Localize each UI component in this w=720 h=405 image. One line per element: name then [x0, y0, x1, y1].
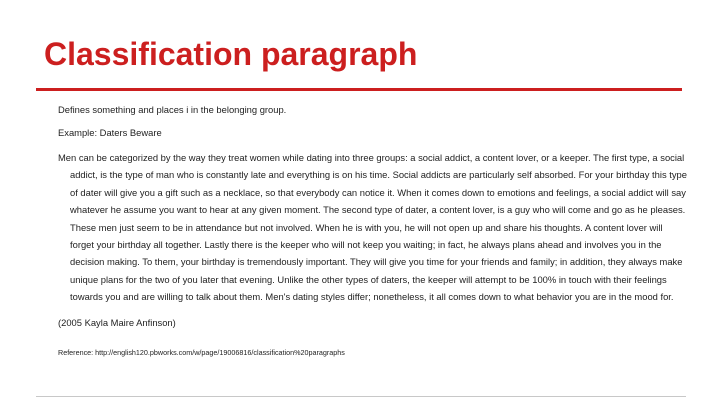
definition-text: Defines something and places i in the belonging group.: [58, 104, 287, 115]
reference-link[interactable]: Reference: http://english120.pbworks.com/w/page/19006816/classification%20paragraphs: [58, 347, 345, 357]
slide-title: Classification paragraph: [44, 36, 418, 72]
bottom-divider: [36, 396, 686, 397]
author-citation: (2005 Kayla Maire Anfinson): [58, 316, 176, 328]
slide-body: [58, 103, 688, 358]
title-divider: [36, 88, 682, 91]
example-heading: Example: Daters Beware: [58, 127, 162, 138]
example-paragraph: Men can be categorized by the way they treat women while dating into three groups: a social addict, a content lover, or a keeper. The first type, a social addict, is the type of man who is constantly late and everything is on his time. Social addicts are particularly self absorbed. For your birthday this type of dater will give you a gift such as a necklace, so that everybody can notice it. When it comes down to emotions and feelings, a social addict will say whatever he assume you want to hear at any given moment. The second type of dater, a content lover, is a guy who will come and go as he pleases. These men just seem to be in attendance but not involved. When he is with you, he will not open up and share his thoughts. A content lover will forget your birthday all together. Lastly there is the keeper who will not keep you waiting; in fact, he always plans ahead and involves you in the decision making. To them, your birthday is tremendously important. They will give you time for your friends and family; in addition, they always make unique plans for the two of you later that evening. Unlike the other types of daters, the keeper will attempt to be 100% in touch with their feelings towards you and are willing to talk about them. Men's dating styles differ; nonetheless, it all comes down to what behavior you are in the mood for.: [58, 152, 687, 303]
